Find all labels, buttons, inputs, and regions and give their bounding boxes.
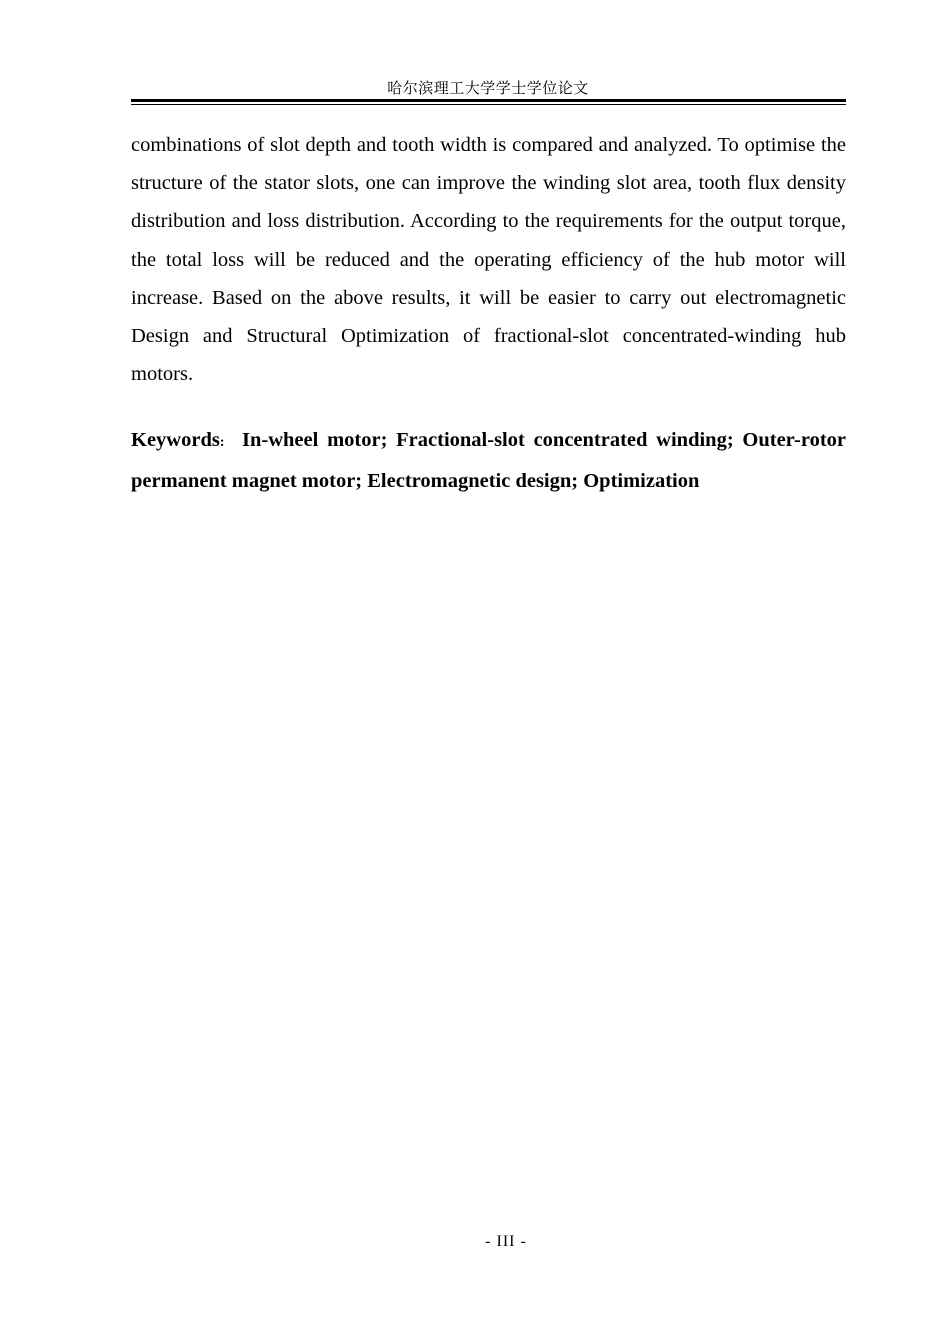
abstract-paragraph: combinations of slot depth and tooth width is compared and analyzed. To optimise the structure of the stator slots, one can improve the winding slot area, tooth flux density distribution and loss distribution. According to the requirements for the output torque, the total loss will be reduced and the operating efficiency of the hub motor will increase. Based on the above results, it will be easier to carry out electromagnetic Design and Structural Optimization of fractional-slot concentrated-winding hub motors. xyxy=(131,134,846,386)
header-rule-thick xyxy=(131,99,846,102)
header-rule-thin xyxy=(131,104,846,105)
running-header: 哈尔滨理工大学学士学位论文 xyxy=(387,79,589,97)
page-number: - III - xyxy=(485,1233,527,1250)
keywords-paragraph xyxy=(131,421,846,500)
keywords-text: In-wheel motor; Fractional-slot concentrated winding; Outer-rotor permanent magnet motor; Electromagnetic design; Optimization xyxy=(131,429,847,493)
keywords-colon: : xyxy=(219,435,225,450)
keywords-label: Keywords xyxy=(131,429,220,451)
